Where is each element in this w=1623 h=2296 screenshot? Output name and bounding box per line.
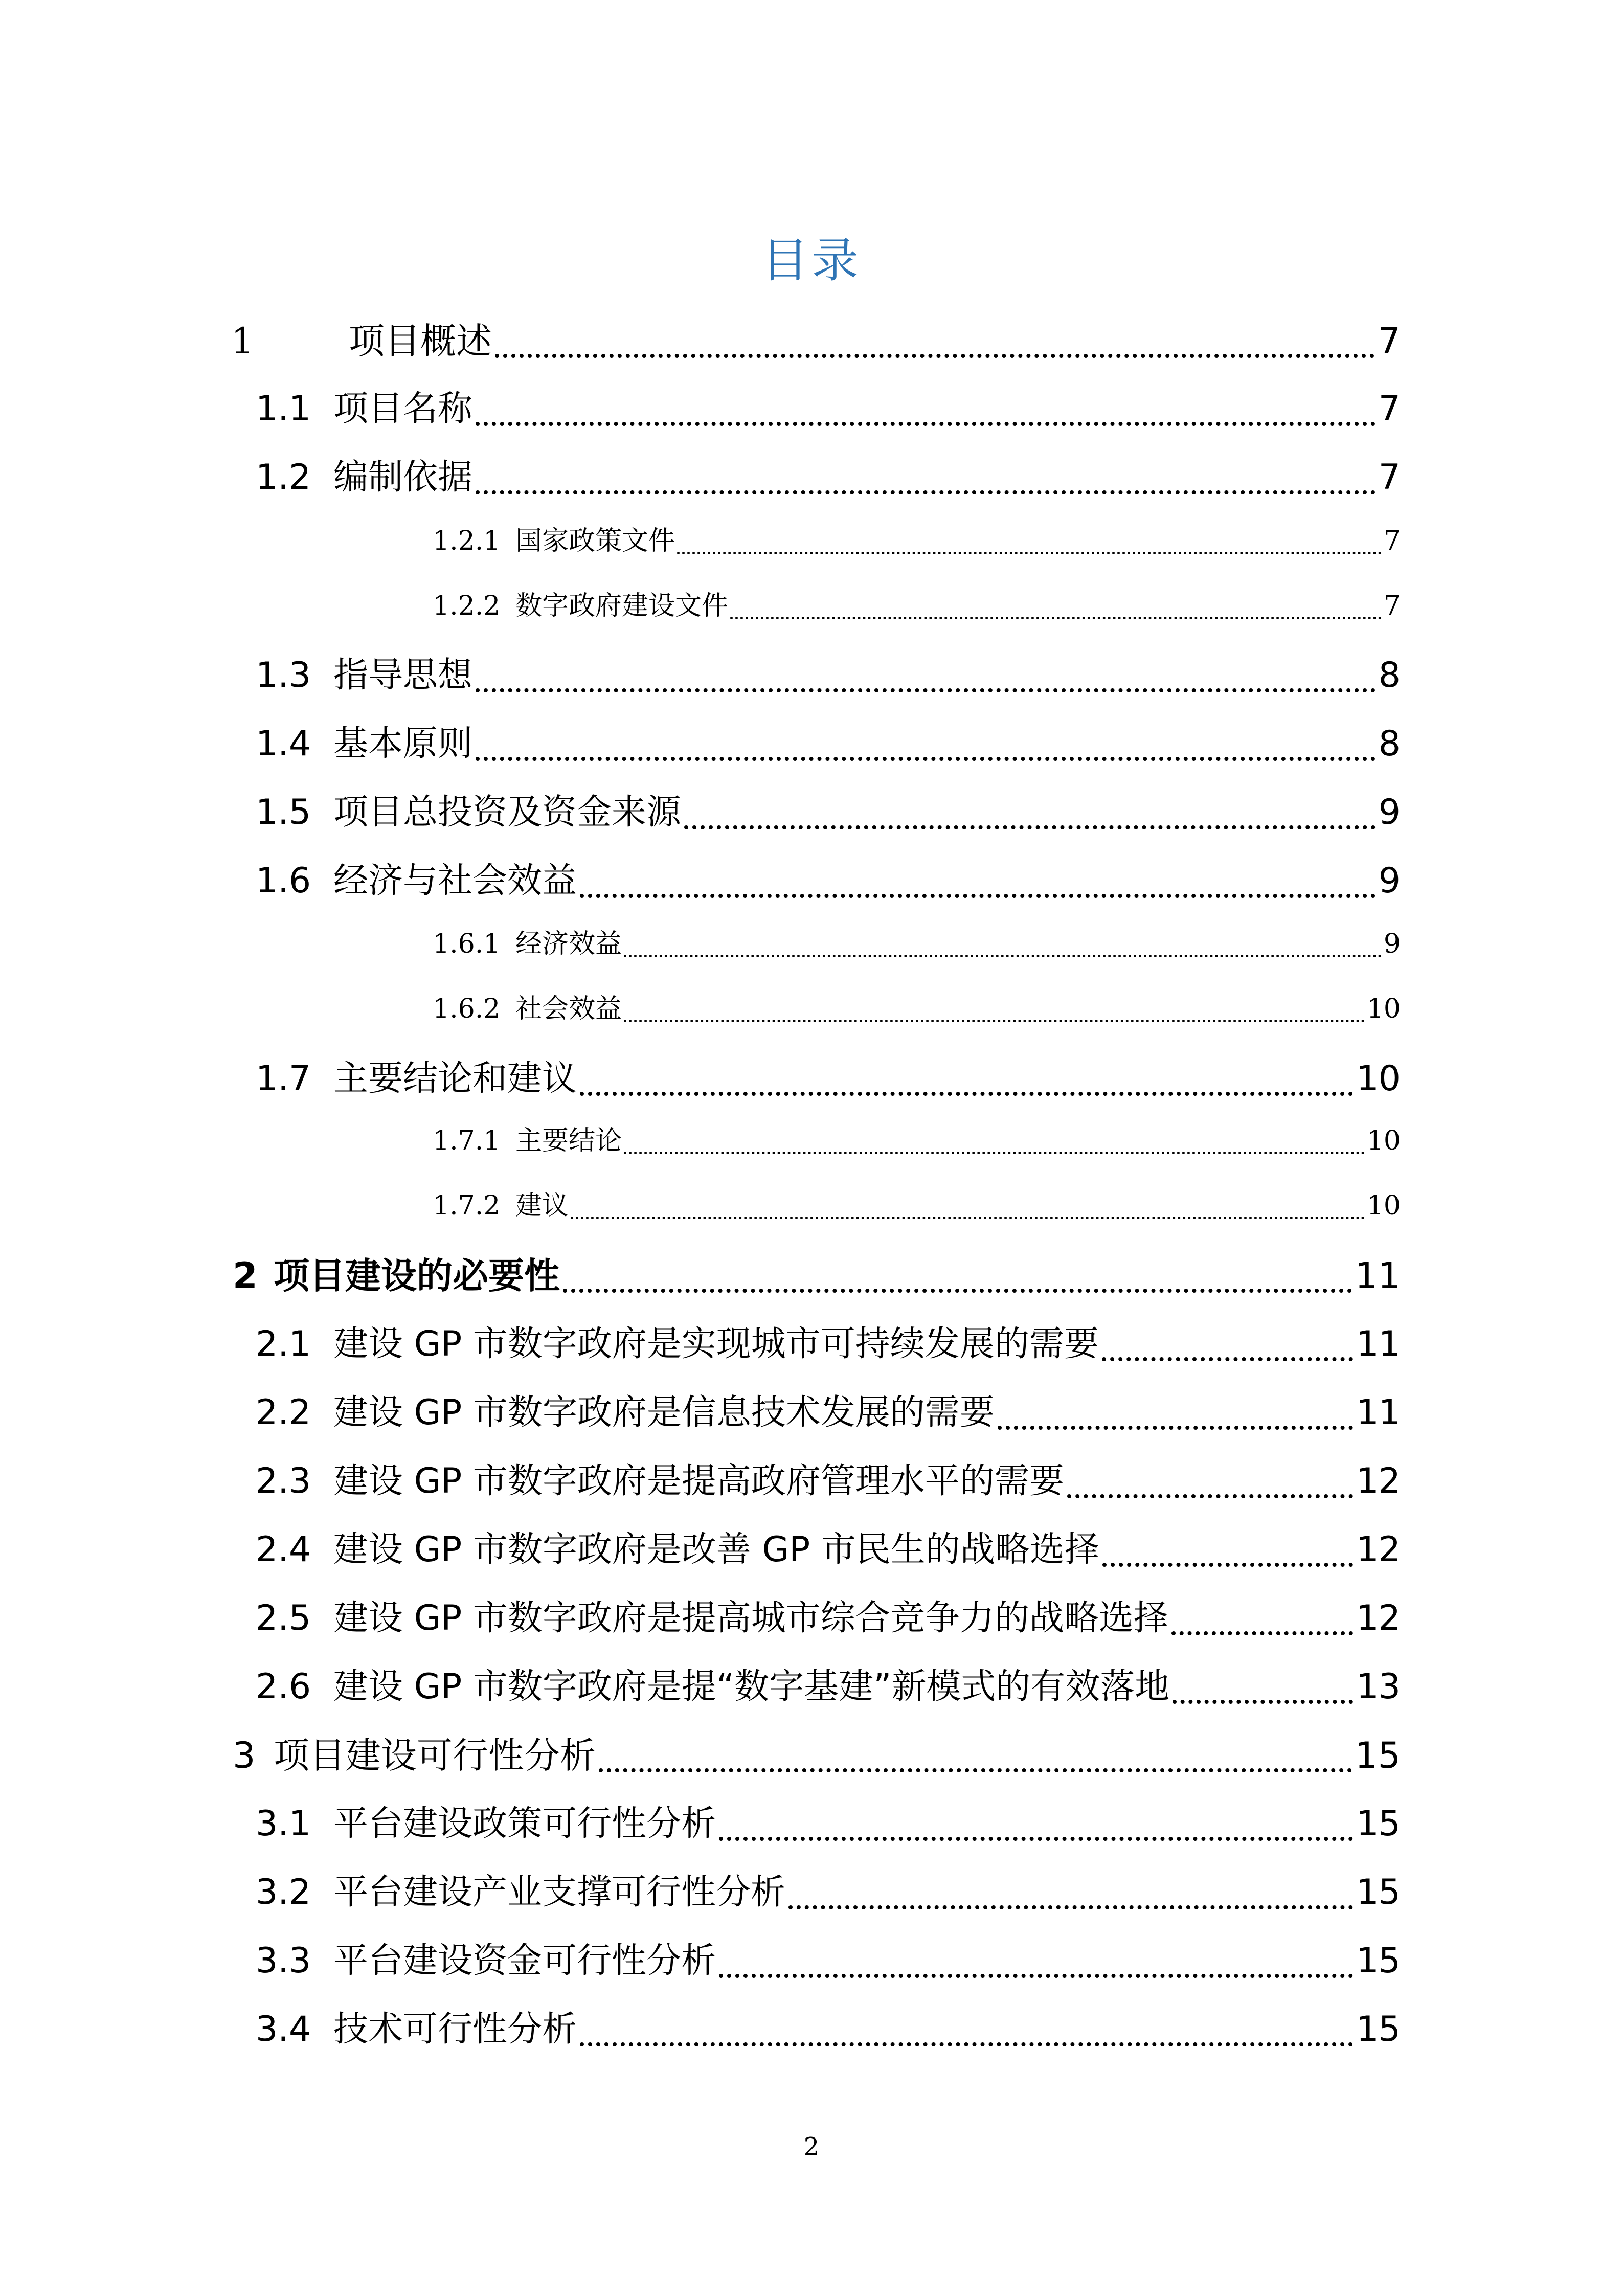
toc-page: 8 [1378, 724, 1401, 764]
toc-page: 7 [1378, 389, 1401, 429]
toc-number: 1.1 [256, 389, 311, 429]
toc-number: 2 [233, 1255, 258, 1297]
toc-leader [580, 1092, 1353, 1096]
toc-number: 1.6 [256, 861, 311, 901]
toc-number: 1.6.1 [433, 929, 501, 959]
toc-leader [1067, 1494, 1354, 1498]
toc-page: 10 [1356, 1059, 1401, 1099]
toc-page: 15 [1355, 1735, 1401, 1776]
toc-leader [788, 1905, 1353, 1909]
toc-entry-1-2[interactable] [256, 449, 1401, 506]
toc-entry-1-1[interactable] [256, 381, 1401, 437]
toc-page: 12 [1356, 1598, 1401, 1638]
toc-entry-2-1[interactable] [256, 1316, 1401, 1372]
toc-entry-1-6-2[interactable] [433, 988, 1401, 1029]
toc-number: 1.7 [256, 1059, 311, 1099]
toc-page: 11 [1355, 1255, 1401, 1297]
toc-page: 7 [1383, 526, 1401, 556]
toc-leader [719, 1837, 1353, 1841]
toc-page: 13 [1356, 1667, 1401, 1707]
toc-page: 10 [1366, 994, 1401, 1024]
toc-page: 15 [1356, 1941, 1401, 1981]
toc-leader [1173, 1700, 1353, 1704]
toc-label: 数字政府建设文件 [515, 591, 729, 621]
toc-label: 经济与社会效益 [333, 861, 577, 901]
toc-leader [580, 894, 1376, 898]
toc-label: 主要结论和建议 [333, 1059, 577, 1099]
toc-leader [624, 1020, 1365, 1022]
toc-label: 经济效益 [515, 929, 622, 959]
toc-label: 建设 GP 市数字政府是改善 GP 市民生的战略选择 [333, 1529, 1099, 1570]
toc-entry-1-6[interactable] [256, 853, 1401, 909]
toc-entry-1-7-2[interactable] [433, 1185, 1401, 1226]
toc-leader [563, 1289, 1352, 1293]
toc-label: 建设 GP 市数字政府是提高城市综合竞争力的战略选择 [333, 1598, 1168, 1638]
toc-entry-1-7[interactable] [256, 1051, 1401, 1107]
toc-entry-3[interactable] [233, 1727, 1401, 1784]
toc-entry-3-3[interactable] [256, 1933, 1401, 1989]
toc-page: 7 [1383, 591, 1401, 621]
toc-leader [476, 757, 1376, 761]
toc-label: 技术可行性分析 [333, 2009, 577, 2050]
toc-entry-1-6-1[interactable] [433, 924, 1401, 964]
toc-number: 2.2 [256, 1392, 311, 1433]
toc-page: 12 [1356, 1461, 1401, 1501]
toc-number: 3.3 [256, 1941, 311, 1981]
toc-number: 2.3 [256, 1461, 311, 1501]
toc-entry-1-2-2[interactable] [433, 586, 1401, 626]
toc-label: 国家政策文件 [515, 526, 675, 556]
toc-label: 项目总投资及资金来源 [333, 792, 682, 832]
toc-entry-1-7-1[interactable] [433, 1120, 1401, 1161]
toc-number: 3.2 [256, 1872, 311, 1912]
toc-label: 基本原则 [333, 724, 473, 764]
toc-entry-2-6[interactable] [256, 1659, 1401, 1715]
toc-entry-2-4[interactable] [256, 1522, 1401, 1578]
toc-leader [476, 490, 1376, 494]
toc-label: 平台建设产业支撑可行性分析 [333, 1872, 786, 1912]
toc-label: 项目建设可行性分析 [274, 1735, 596, 1776]
toc-label: 建议 [515, 1190, 569, 1221]
toc-label: 社会效益 [515, 994, 622, 1024]
toc-number: 3.1 [256, 1804, 311, 1844]
toc-entry-1-2-1[interactable] [433, 521, 1401, 561]
toc-entry-3-4[interactable] [256, 2001, 1401, 2058]
toc-entry-2-3[interactable] [256, 1453, 1401, 1510]
toc-leader [624, 955, 1382, 957]
toc-page: 8 [1378, 655, 1401, 695]
toc-label: 平台建设资金可行性分析 [333, 1941, 716, 1981]
toc-page: 10 [1366, 1190, 1401, 1221]
toc-number: 3.4 [256, 2009, 311, 2050]
toc-page: 15 [1356, 2009, 1401, 2050]
toc-leader [730, 617, 1382, 619]
page-title: 目录 [761, 233, 862, 288]
toc-label: 项目建设的必要性 [274, 1255, 560, 1297]
toc-label: 建设 GP 市数字政府是实现城市可持续发展的需要 [333, 1324, 1099, 1364]
toc-number: 2.5 [256, 1598, 311, 1638]
toc-leader [580, 2042, 1353, 2046]
toc-page: 7 [1378, 320, 1401, 362]
toc-entry-1[interactable] [231, 313, 1401, 369]
toc-number: 1.2 [256, 457, 311, 498]
toc-leader [1102, 1563, 1354, 1567]
toc-page: 9 [1383, 929, 1401, 959]
toc-entry-2-2[interactable] [256, 1385, 1401, 1441]
toc-leader [476, 688, 1376, 692]
toc-page: 11 [1356, 1324, 1401, 1364]
toc-page: 15 [1356, 1804, 1401, 1844]
toc-leader [476, 422, 1376, 426]
toc-number: 1.3 [256, 655, 311, 695]
toc-entry-1-5[interactable] [256, 784, 1401, 841]
toc-number: 1 [231, 320, 254, 362]
toc-number: 1.2.2 [433, 591, 501, 621]
toc-leader [624, 1152, 1365, 1154]
toc-number: 1.5 [256, 792, 311, 832]
toc-entry-1-3[interactable] [256, 647, 1401, 704]
toc-page: 7 [1378, 457, 1401, 498]
toc-leader [495, 354, 1374, 358]
page-number: 2 [803, 2132, 820, 2161]
toc-leader [599, 1768, 1352, 1772]
toc-label: 建设 GP 市数字政府是提高政府管理水平的需要 [333, 1461, 1064, 1501]
toc-entry-2-5[interactable] [256, 1590, 1401, 1647]
toc-number: 3 [233, 1735, 256, 1776]
toc-leader [998, 1426, 1354, 1430]
toc-page: 9 [1378, 792, 1401, 832]
toc-number: 1.7.2 [433, 1190, 501, 1221]
toc-number: 2.1 [256, 1324, 311, 1364]
toc-leader [684, 825, 1376, 829]
toc-page: 12 [1356, 1529, 1401, 1570]
toc-label: 项目名称 [333, 389, 473, 429]
toc-label: 编制依据 [333, 457, 473, 498]
toc-leader [719, 1974, 1353, 1978]
toc-page: 15 [1356, 1872, 1401, 1912]
toc-number: 1.2.1 [433, 526, 501, 556]
toc-number: 1.7.1 [433, 1126, 501, 1156]
toc-label: 主要结论 [515, 1126, 622, 1156]
toc-leader [677, 552, 1382, 554]
toc-label: 项目概述 [349, 320, 492, 362]
toc-entry-3-1[interactable] [256, 1796, 1401, 1852]
toc-number: 1.6.2 [433, 994, 501, 1024]
toc-page: 10 [1366, 1126, 1401, 1156]
toc-page: 11 [1356, 1392, 1401, 1433]
toc-number: 2.6 [256, 1667, 311, 1707]
toc-entry-2[interactable] [233, 1248, 1401, 1304]
toc-entry-1-4[interactable] [256, 716, 1401, 772]
toc-page: 9 [1378, 861, 1401, 901]
toc-label: 平台建设政策可行性分析 [333, 1804, 716, 1844]
toc-leader [1171, 1631, 1354, 1635]
toc-entry-3-2[interactable] [256, 1864, 1401, 1921]
toc-label: 建设 GP 市数字政府是提“数字基建”新模式的有效落地 [333, 1667, 1170, 1707]
toc-label: 指导思想 [333, 655, 473, 695]
toc-number: 1.4 [256, 724, 311, 764]
toc-leader [571, 1217, 1365, 1219]
toc-leader [1102, 1357, 1354, 1361]
toc-number: 2.4 [256, 1529, 311, 1570]
toc-label: 建设 GP 市数字政府是信息技术发展的需要 [333, 1392, 995, 1433]
